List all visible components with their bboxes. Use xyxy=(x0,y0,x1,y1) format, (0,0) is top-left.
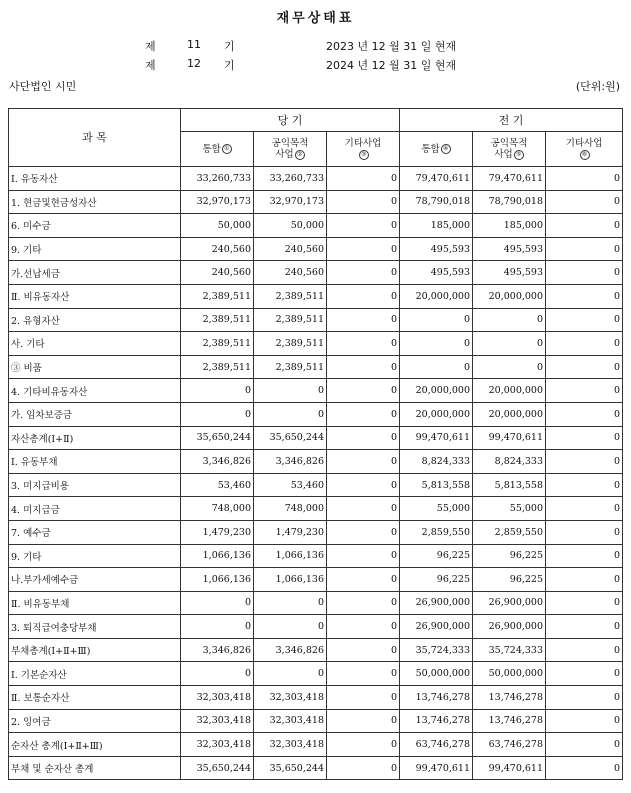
current-period-header: 당 기 xyxy=(181,109,400,132)
table-row xyxy=(9,332,623,356)
amount-cell: 32,303,418 xyxy=(254,709,327,733)
amount-cell: 53,460 xyxy=(181,473,254,497)
column-header-line1: 공익목적 xyxy=(271,138,309,149)
amount-cell: 1,066,136 xyxy=(181,568,254,592)
amount-cell: 2,859,550 xyxy=(400,520,473,544)
amount-cell: 35,650,244 xyxy=(254,426,327,450)
amount-cell: 0 xyxy=(327,190,400,214)
amount-cell: 35,724,333 xyxy=(473,638,546,662)
amount-cell: 1,479,230 xyxy=(254,520,327,544)
amount-cell: 2,859,550 xyxy=(473,520,546,544)
prior-period-header: 전 기 xyxy=(400,109,623,132)
amount-cell: 78,790,018 xyxy=(400,190,473,214)
amount-cell: 35,650,244 xyxy=(181,756,254,780)
period-date: 2024 년 12 월 31 일 현재 xyxy=(326,59,457,72)
amount-cell: 0 xyxy=(546,355,623,379)
amount-cell: 0 xyxy=(546,379,623,403)
amount-cell: 99,470,611 xyxy=(400,426,473,450)
amount-cell: 20,000,000 xyxy=(400,284,473,308)
amount-cell: 50,000,000 xyxy=(400,662,473,686)
amount-cell: 5,813,558 xyxy=(400,473,473,497)
account-name: 4. 미지급금 xyxy=(9,497,181,521)
amount-cell: 63,746,278 xyxy=(473,733,546,757)
amount-cell: 2,389,511 xyxy=(254,332,327,356)
amount-cell: 13,746,278 xyxy=(473,686,546,710)
account-name: 1. 현금및현금성자산 xyxy=(9,190,181,214)
amount-cell: 32,970,173 xyxy=(254,190,327,214)
amount-cell: 32,303,418 xyxy=(181,686,254,710)
table-row xyxy=(9,214,623,238)
amount-cell: 0 xyxy=(546,332,623,356)
table-row xyxy=(9,426,623,450)
account-name: 부채총계(Ⅰ+Ⅱ+Ⅲ) xyxy=(9,638,181,662)
amount-cell: 0 xyxy=(327,520,400,544)
amount-cell: 20,000,000 xyxy=(473,379,546,403)
column-header-line1: 기타사업 xyxy=(565,138,603,149)
period-number: 11 xyxy=(187,38,201,51)
amount-cell: 1,479,230 xyxy=(181,520,254,544)
amount-cell: 495,593 xyxy=(400,237,473,261)
amount-cell: 748,000 xyxy=(181,497,254,521)
amount-cell: 0 xyxy=(327,379,400,403)
column-number-mark: ③ xyxy=(359,150,369,160)
amount-cell: 0 xyxy=(181,662,254,686)
account-name: 9. 기타 xyxy=(9,237,181,261)
amount-cell: 0 xyxy=(546,450,623,474)
amount-cell: 495,593 xyxy=(400,261,473,285)
amount-cell: 0 xyxy=(327,450,400,474)
table-row xyxy=(9,756,623,780)
amount-cell: 50,000 xyxy=(181,214,254,238)
amount-cell: 99,470,611 xyxy=(473,756,546,780)
amount-cell: 1,066,136 xyxy=(181,544,254,568)
amount-cell: 0 xyxy=(546,402,623,426)
column-header-line1: 통합 xyxy=(421,143,440,155)
amount-cell: 79,470,611 xyxy=(400,167,473,191)
amount-cell: 0 xyxy=(327,402,400,426)
amount-cell: 0 xyxy=(546,591,623,615)
table-row xyxy=(9,638,623,662)
unit-label: (단위:원) xyxy=(575,80,620,93)
amount-cell: 0 xyxy=(546,426,623,450)
table-row xyxy=(9,190,623,214)
column-header xyxy=(254,132,327,167)
column-header-line2: 사업 xyxy=(275,149,294,160)
account-name: Ⅱ. 비유동부채 xyxy=(9,591,181,615)
column-number-mark: ⑤ xyxy=(514,150,524,160)
amount-cell: 495,593 xyxy=(473,261,546,285)
column-header xyxy=(181,132,254,167)
account-name: Ⅱ. 비유동자산 xyxy=(9,284,181,308)
column-number-mark: ② xyxy=(295,150,305,160)
table-row xyxy=(9,237,623,261)
amount-cell: 26,900,000 xyxy=(473,615,546,639)
amount-cell: 96,225 xyxy=(473,544,546,568)
amount-cell: 33,260,733 xyxy=(254,167,327,191)
document-title: 재무상태표 xyxy=(276,11,355,26)
amount-cell: 8,824,333 xyxy=(400,450,473,474)
amount-cell: 0 xyxy=(181,379,254,403)
period-prefix: 제 xyxy=(145,59,156,72)
amount-cell: 20,000,000 xyxy=(400,379,473,403)
amount-cell: 0 xyxy=(546,756,623,780)
table-body xyxy=(9,167,623,780)
account-name: Ⅰ. 기본순자산 xyxy=(9,662,181,686)
amount-cell: 748,000 xyxy=(254,497,327,521)
table-row xyxy=(9,450,623,474)
amount-cell: 0 xyxy=(254,591,327,615)
amount-cell: 0 xyxy=(546,709,623,733)
amount-cell: 53,460 xyxy=(254,473,327,497)
table-row xyxy=(9,615,623,639)
amount-cell: 0 xyxy=(327,544,400,568)
amount-cell: 20,000,000 xyxy=(400,402,473,426)
table-row xyxy=(9,591,623,615)
table-row xyxy=(9,355,623,379)
amount-cell: 0 xyxy=(327,497,400,521)
account-name: 4. 기타비유동자산 xyxy=(9,379,181,403)
amount-cell: 8,824,333 xyxy=(473,450,546,474)
period-suffix: 기 xyxy=(224,59,235,72)
amount-cell: 0 xyxy=(327,686,400,710)
table-row xyxy=(9,733,623,757)
amount-cell: 35,650,244 xyxy=(254,756,327,780)
amount-cell: 55,000 xyxy=(473,497,546,521)
amount-cell: 0 xyxy=(400,332,473,356)
amount-cell: 0 xyxy=(327,261,400,285)
account-name: 9. 기타 xyxy=(9,544,181,568)
amount-cell: 20,000,000 xyxy=(473,284,546,308)
amount-cell: 33,260,733 xyxy=(181,167,254,191)
amount-cell: 63,746,278 xyxy=(400,733,473,757)
balance-sheet-table xyxy=(8,108,623,780)
amount-cell: 0 xyxy=(546,473,623,497)
amount-cell: 0 xyxy=(254,662,327,686)
amount-cell: 0 xyxy=(181,591,254,615)
amount-cell: 0 xyxy=(327,733,400,757)
column-number-mark: ⑥ xyxy=(580,150,590,160)
amount-cell: 0 xyxy=(327,355,400,379)
amount-cell: 0 xyxy=(327,473,400,497)
amount-cell: 20,000,000 xyxy=(473,402,546,426)
amount-cell: 0 xyxy=(327,308,400,332)
amount-cell: 0 xyxy=(327,568,400,592)
amount-cell: 240,560 xyxy=(254,237,327,261)
amount-cell: 96,225 xyxy=(400,544,473,568)
amount-cell: 3,346,826 xyxy=(181,450,254,474)
amount-cell: 495,593 xyxy=(473,237,546,261)
amount-cell: 32,303,418 xyxy=(254,733,327,757)
amount-cell: 0 xyxy=(400,308,473,332)
amount-cell: 0 xyxy=(327,615,400,639)
amount-cell: 50,000,000 xyxy=(473,662,546,686)
amount-cell: 0 xyxy=(327,709,400,733)
amount-cell: 3,346,826 xyxy=(254,450,327,474)
amount-cell: 35,650,244 xyxy=(181,426,254,450)
amount-cell: 96,225 xyxy=(473,568,546,592)
amount-cell: 0 xyxy=(400,355,473,379)
table-row xyxy=(9,473,623,497)
account-name: ③ 비품 xyxy=(9,355,181,379)
amount-cell: 0 xyxy=(327,426,400,450)
amount-cell: 79,470,611 xyxy=(473,167,546,191)
period-row-1 xyxy=(0,38,631,54)
period-prefix: 제 xyxy=(145,40,156,53)
table-row xyxy=(9,568,623,592)
amount-cell: 99,470,611 xyxy=(473,426,546,450)
table-row xyxy=(9,379,623,403)
amount-cell: 0 xyxy=(254,379,327,403)
table-row xyxy=(9,497,623,521)
amount-cell: 0 xyxy=(546,733,623,757)
amount-cell: 0 xyxy=(181,402,254,426)
period-date: 2023 년 12 월 31 일 현재 xyxy=(326,40,457,53)
header-group-row xyxy=(9,109,623,132)
account-name: 순자산 총계(Ⅰ+Ⅱ+Ⅲ) xyxy=(9,733,181,757)
amount-cell: 0 xyxy=(546,615,623,639)
organization-name: 사단법인 시민 xyxy=(9,80,77,93)
amount-cell: 26,900,000 xyxy=(400,615,473,639)
amount-cell: 32,303,418 xyxy=(181,733,254,757)
amount-cell: 3,346,826 xyxy=(254,638,327,662)
table-row xyxy=(9,284,623,308)
amount-cell: 0 xyxy=(254,615,327,639)
amount-cell: 99,470,611 xyxy=(400,756,473,780)
account-name: 2. 잉여금 xyxy=(9,709,181,733)
amount-cell: 0 xyxy=(546,237,623,261)
amount-cell: 0 xyxy=(254,402,327,426)
column-header-line1: 기타사업 xyxy=(344,138,382,149)
amount-cell: 0 xyxy=(327,237,400,261)
column-header-line1: 공익목적 xyxy=(490,138,528,149)
amount-cell: 2,389,511 xyxy=(181,308,254,332)
column-header-line2: 사업 xyxy=(494,149,513,160)
amount-cell: 0 xyxy=(327,214,400,238)
amount-cell: 0 xyxy=(546,214,623,238)
amount-cell: 0 xyxy=(546,497,623,521)
column-header xyxy=(327,132,400,167)
amount-cell: 0 xyxy=(546,568,623,592)
amount-cell: 0 xyxy=(546,544,623,568)
amount-cell: 13,746,278 xyxy=(400,686,473,710)
account-name: Ⅱ. 보통순자산 xyxy=(9,686,181,710)
amount-cell: 0 xyxy=(327,167,400,191)
amount-cell: 2,389,511 xyxy=(254,284,327,308)
amount-cell: 32,303,418 xyxy=(181,709,254,733)
amount-cell: 240,560 xyxy=(181,237,254,261)
amount-cell: 3,346,826 xyxy=(181,638,254,662)
amount-cell: 0 xyxy=(546,190,623,214)
amount-cell: 0 xyxy=(327,662,400,686)
amount-cell: 0 xyxy=(181,615,254,639)
amount-cell: 32,970,173 xyxy=(181,190,254,214)
amount-cell: 0 xyxy=(473,308,546,332)
account-name: 3. 미지급비용 xyxy=(9,473,181,497)
amount-cell: 0 xyxy=(546,284,623,308)
amount-cell: 0 xyxy=(327,284,400,308)
amount-cell: 0 xyxy=(473,355,546,379)
amount-cell: 13,746,278 xyxy=(400,709,473,733)
account-name: Ⅰ. 유동자산 xyxy=(9,167,181,191)
amount-cell: 96,225 xyxy=(400,568,473,592)
account-header: 과 목 xyxy=(9,109,181,167)
amount-cell: 0 xyxy=(546,520,623,544)
amount-cell: 55,000 xyxy=(400,497,473,521)
column-header xyxy=(473,132,546,167)
account-name: 가.선납세금 xyxy=(9,261,181,285)
table-row xyxy=(9,662,623,686)
amount-cell: 240,560 xyxy=(181,261,254,285)
amount-cell: 2,389,511 xyxy=(181,355,254,379)
account-name: 나.부가세예수금 xyxy=(9,568,181,592)
table-row xyxy=(9,308,623,332)
column-header xyxy=(400,132,473,167)
account-name: Ⅰ. 유동부채 xyxy=(9,450,181,474)
amount-cell: 78,790,018 xyxy=(473,190,546,214)
amount-cell: 50,000 xyxy=(254,214,327,238)
amount-cell: 240,560 xyxy=(254,261,327,285)
account-name: 가. 임차보증금 xyxy=(9,402,181,426)
amount-cell: 0 xyxy=(327,756,400,780)
table-row xyxy=(9,167,623,191)
amount-cell: 26,900,000 xyxy=(473,591,546,615)
amount-cell: 2,389,511 xyxy=(254,355,327,379)
account-name: 6. 미수금 xyxy=(9,214,181,238)
amount-cell: 13,746,278 xyxy=(473,709,546,733)
period-row-2 xyxy=(0,57,631,73)
account-name: 7. 예수금 xyxy=(9,520,181,544)
amount-cell: 2,389,511 xyxy=(181,284,254,308)
amount-cell: 1,066,136 xyxy=(254,544,327,568)
amount-cell: 5,813,558 xyxy=(473,473,546,497)
amount-cell: 35,724,333 xyxy=(400,638,473,662)
amount-cell: 26,900,000 xyxy=(400,591,473,615)
amount-cell: 0 xyxy=(473,332,546,356)
amount-cell: 0 xyxy=(546,261,623,285)
amount-cell: 0 xyxy=(546,308,623,332)
amount-cell: 2,389,511 xyxy=(181,332,254,356)
amount-cell: 0 xyxy=(546,686,623,710)
table-row xyxy=(9,709,623,733)
amount-cell: 0 xyxy=(327,332,400,356)
column-header xyxy=(546,132,623,167)
amount-cell: 0 xyxy=(327,591,400,615)
amount-cell: 0 xyxy=(546,167,623,191)
account-name: 2. 유형자산 xyxy=(9,308,181,332)
amount-cell: 185,000 xyxy=(400,214,473,238)
amount-cell: 2,389,511 xyxy=(254,308,327,332)
period-suffix: 기 xyxy=(224,40,235,53)
account-name: 자산총계(Ⅰ+Ⅱ) xyxy=(9,426,181,450)
table-row xyxy=(9,520,623,544)
column-number-mark: ① xyxy=(222,144,232,154)
account-name: 부채 및 순자산 총계 xyxy=(9,756,181,780)
table-row xyxy=(9,261,623,285)
amount-cell: 0 xyxy=(546,662,623,686)
table-row xyxy=(9,402,623,426)
amount-cell: 185,000 xyxy=(473,214,546,238)
account-name: 3. 퇴직급여충당부채 xyxy=(9,615,181,639)
amount-cell: 0 xyxy=(546,638,623,662)
account-name: 사. 기타 xyxy=(9,332,181,356)
column-header-line1: 통합 xyxy=(202,143,221,155)
amount-cell: 32,303,418 xyxy=(254,686,327,710)
column-number-mark: ④ xyxy=(441,144,451,154)
period-number: 12 xyxy=(187,57,201,70)
amount-cell: 0 xyxy=(327,638,400,662)
amount-cell: 1,066,136 xyxy=(254,568,327,592)
table-row xyxy=(9,686,623,710)
table-row xyxy=(9,544,623,568)
